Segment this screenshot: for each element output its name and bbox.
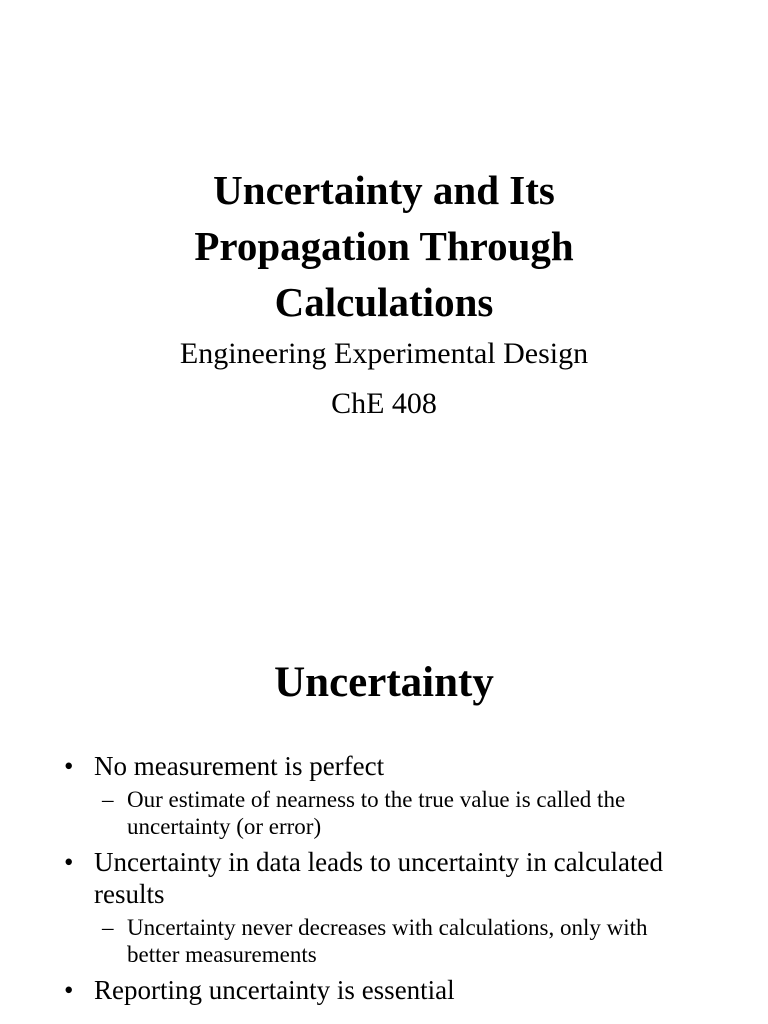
title-line: Calculations — [274, 279, 494, 325]
slide-uncertainty — [0, 512, 768, 1024]
bullet-text: No measurement is perfect — [94, 751, 385, 781]
slide-heading: Uncertainty — [274, 659, 494, 706]
bullet-text: Reporting uncertainty is essential — [94, 975, 455, 1005]
bullet-item — [0, 846, 768, 968]
slide-title-heading — [0, 162, 768, 330]
bullet-list — [0, 750, 768, 1012]
bullet-dot-icon: • — [64, 751, 74, 781]
course-code: ChE 408 — [331, 387, 437, 420]
bullet-text: Uncertainty in data leads to uncertainty in calculated results — [94, 847, 664, 909]
dash-icon: – — [102, 915, 114, 940]
dash-icon: – — [102, 787, 114, 812]
bullet-item — [0, 750, 768, 840]
title-line: Propagation Through — [194, 223, 574, 269]
sub-bullet-list — [94, 914, 738, 968]
bullet-dot-icon: • — [64, 847, 74, 877]
bullet-dot-icon: • — [64, 975, 74, 1005]
sub-bullet-item — [0, 914, 738, 968]
sub-bullet-text: Our estimate of nearness to the true value is called the uncertainty (or error) — [127, 787, 626, 839]
sub-bullet-text: Uncertainty never decreases with calculations, only with better measurements — [127, 915, 648, 967]
sub-bullet-item — [0, 786, 738, 840]
sub-bullet-list — [94, 786, 738, 840]
course-name: Engineering Experimental Design — [179, 337, 589, 370]
title-line: Uncertainty and Its — [213, 167, 555, 213]
bullet-item — [0, 974, 768, 1006]
